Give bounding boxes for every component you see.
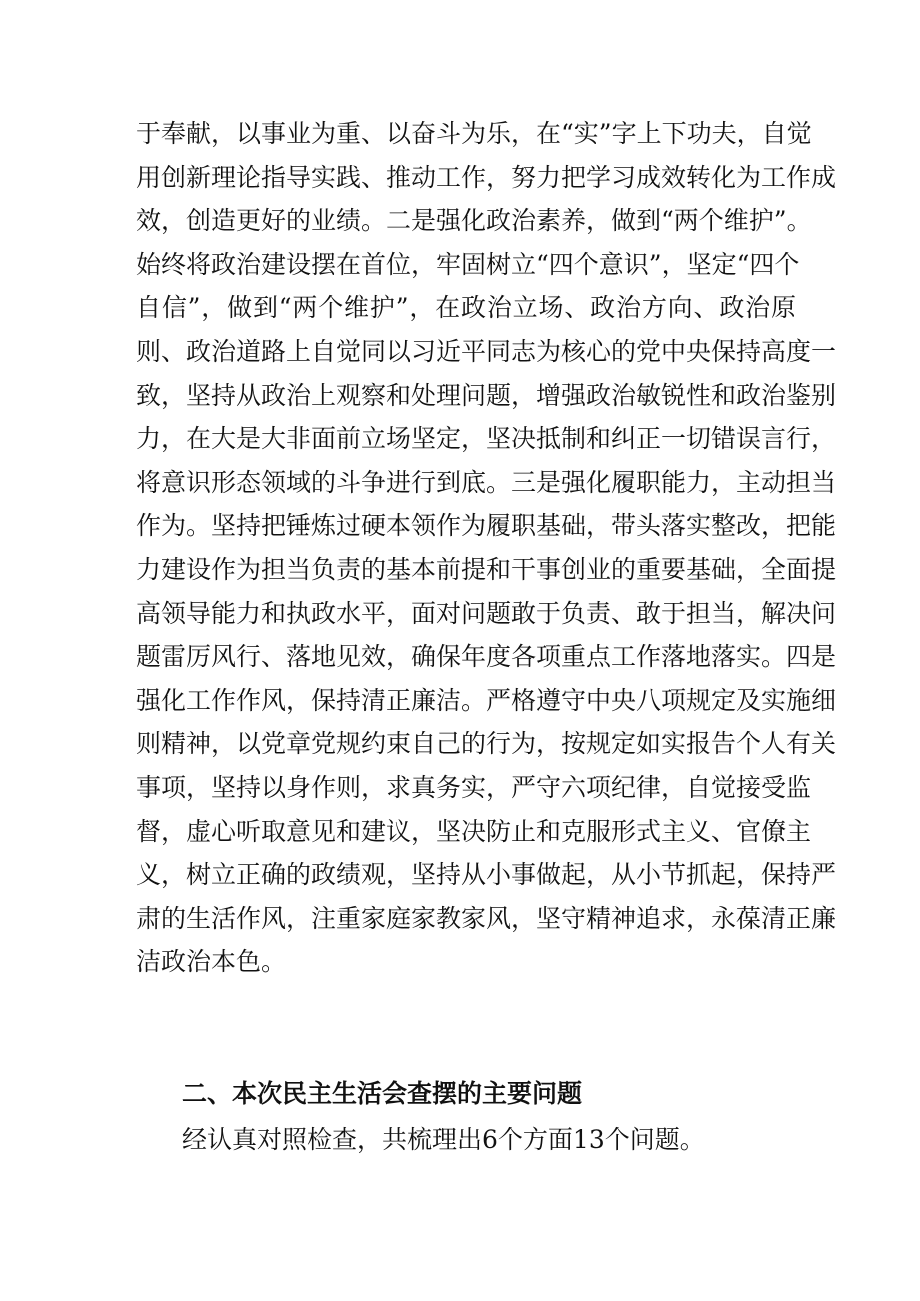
paragraph-line: 将意识形态领域的斗争进行到底。三是强化履职能力，主动担当 [136, 467, 837, 497]
paragraph-line: 洁政治本色。 [136, 947, 287, 977]
paragraph-line: 作为。坚持把锤炼过硬本领作为履职基础，带头落实整改，把能 [136, 511, 837, 541]
body-paragraph [136, 112, 837, 984]
paragraph-line: 致，坚持从政治上观察和处理问题，增强政治敏锐性和政治鉴别 [136, 380, 837, 410]
paragraph-line: 督，虚心听取意见和建议，坚决防止和克服形式主义、官僚主 [136, 816, 812, 846]
paragraph-line: 义，树立正确的政绩观，坚持从小事做起，从小节抓起，保持严 [136, 860, 837, 890]
paragraph-line: 力，在大是大非面前立场坚定，坚决抵制和纠正一切错误言行， [136, 424, 837, 454]
paragraph-line: 则、政治道路上自觉同以习近平同志为核心的党中央保持高度一 [136, 336, 837, 366]
paragraph-line: 用创新理论指导实践、推动工作，努力把学习成效转化为工作成 [136, 162, 837, 192]
paragraph-line: 事项，坚持以身作则，求真务实，严守六项纪律，自觉接受监 [136, 772, 812, 802]
paragraph-line: 效，创造更好的业绩。二是强化政治素养，做到“两个维护”。 [136, 206, 812, 236]
paragraph-line: 力建设作为担当负责的基本前提和干事创业的重要基础，全面提 [136, 554, 837, 584]
paragraph-line: 强化工作作风，保持清正廉洁。严格遵守中央八项规定及实施细 [136, 685, 837, 715]
paragraph-line: 自信”，做到“两个维护”，在政治立场、政治方向、政治原 [136, 293, 796, 323]
paragraph-line: 于奉献，以事业为重、以奋斗为乐，在“实”字上下功夫，自觉 [136, 119, 812, 148]
paragraph-line: 始终将政治建设摆在首位，牢固树立“四个意识”，坚定“四个 [136, 249, 800, 279]
section-heading: 二、本次民主生活会查摆的主要问题 [182, 1079, 583, 1108]
paragraph-line: 肃的生活作风，注重家庭家教家风，坚守精神追求，永葆清正廉 [136, 903, 837, 933]
summary-text: 经认真对照检查，共梳理出6个方面13个问题。 [182, 1125, 705, 1154]
paragraph-line: 高领导能力和执政水平，面对问题敢于负责、敢于担当，解决问 [136, 598, 837, 628]
paragraph-line: 题雷厉风行、落地见效，确保年度各项重点工作落地落实。四是 [136, 642, 837, 672]
paragraph-line: 则精神，以党章党规约束自己的行为，按规定如实报告个人有关 [136, 729, 837, 759]
